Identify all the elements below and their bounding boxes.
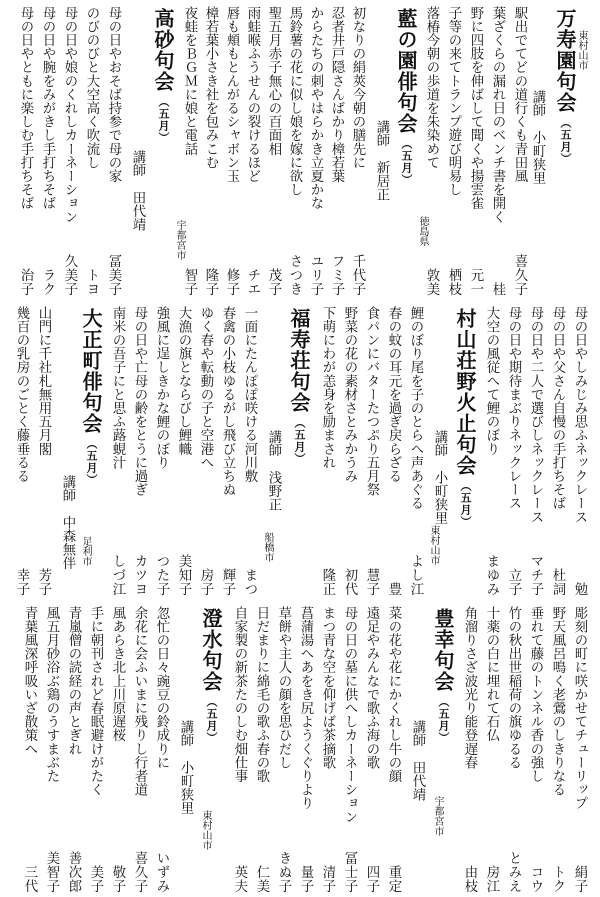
group-title-column: [452, 300, 477, 600]
haiku-column: [18, 600, 40, 897]
poem-text: 草餅や主人の顔を思ひだし: [276, 606, 291, 770]
haiku-column: [106, 300, 128, 600]
poem-text: 雨蛙喉ふうせんの裂けるほど: [245, 6, 260, 183]
poem-author: 美智子: [44, 850, 59, 893]
poem-text: 強風に逞しきかな鯉のぼり: [154, 306, 169, 470]
poem-text: 母の日やしみじみ思ふネックレース: [572, 306, 587, 524]
poem-text: 春の蚊の耳元を過ぎ戻らざる: [386, 306, 401, 483]
group-title-column: [198, 600, 223, 897]
poem-text: 竹の秋出世稲荷の旗ゆるる: [506, 606, 521, 770]
haiku-column: [486, 0, 508, 300]
poem-text: 菖蒲湯へあをき尻ようくぐりより: [298, 606, 313, 810]
group-title: 福寿荘句会（五月）: [287, 308, 311, 465]
poem-author: 修子: [224, 267, 239, 296]
poem-author: きぬ子: [276, 850, 291, 893]
poem-author: 慧子: [364, 567, 379, 596]
poem-text: 十薬の白に埋れて石仏: [484, 606, 499, 742]
poem-author: ラク: [40, 267, 55, 296]
poem-author: ユリ子: [308, 253, 323, 296]
poem-author: 千代子: [350, 253, 365, 296]
lecturer-column: [260, 300, 282, 600]
poem-author: 由枝: [462, 864, 477, 893]
poem-text: 角溜りさざ波光り能登遅春: [462, 606, 477, 770]
lecturer-place: 宇都宮市: [174, 220, 185, 260]
poem-text: 下萌にわが恙身を励まされ: [320, 306, 335, 470]
poem-author: 敬子: [110, 864, 125, 893]
poem-text: 一面にたんぽぽ咲ける河川敷: [242, 306, 257, 483]
poem-text: 馬鈴薯の花に似し娘を嫁に欲し: [287, 6, 302, 197]
poem-text: 落椿今朝の歩道を朱染めて: [424, 6, 439, 170]
poem-author: まつ: [242, 567, 257, 596]
haiku-column: [316, 600, 338, 897]
poem-author: 美子: [88, 864, 103, 893]
haiku-column: [442, 0, 464, 300]
haiku-column: [420, 0, 442, 300]
poem-text: 子等の来てトランプ遊び明易し: [446, 6, 461, 197]
group-title-column: [286, 300, 311, 600]
poem-author: マチ子: [528, 553, 543, 596]
lecturer-label: 講師小町狭里: [178, 720, 193, 815]
haiku-column: [464, 0, 486, 300]
group-title: 高砂句会（五月）: [151, 8, 175, 144]
poem-text: 春禽の小枝ゆるがし飛び立ちぬ: [220, 306, 235, 497]
haiku-column: [382, 300, 404, 600]
poem-author: 房子: [198, 567, 213, 596]
haiku-column: [272, 600, 294, 897]
poem-author: 元一: [468, 267, 483, 296]
haiku-column: [458, 600, 480, 897]
poem-text: 彫刻の町に咲かせてチューリップ: [572, 606, 587, 810]
poem-author: 治子: [18, 267, 33, 296]
haiku-column: [84, 600, 106, 897]
poem-author: 喜久子: [512, 253, 527, 296]
poem-text: まつ青な空を仰げば茶摘歌: [320, 606, 335, 770]
haiku-column: [338, 300, 360, 600]
haiku-column: [228, 600, 250, 897]
haiku-column: [128, 300, 150, 600]
poem-text: 南米の吾子にと思ふ蕗蜆汁: [110, 306, 125, 470]
poem-author: 豊: [386, 581, 401, 596]
lecturer-label: 講師小町狭里: [432, 430, 447, 525]
lecturer-column: [426, 300, 448, 600]
poem-text: 幾百の乳房のごとく藤垂るる: [14, 306, 29, 483]
poem-author: 勉: [572, 581, 587, 596]
group-title-column: [552, 0, 577, 300]
haiku-column: [194, 300, 216, 600]
haiku-column: [546, 300, 568, 600]
haiku-column: [262, 0, 284, 300]
poem-author: さつき: [287, 253, 302, 296]
poem-text: 野菜の花の素材さとみかうみ: [342, 306, 357, 483]
haiku-column: [32, 300, 54, 600]
haiku-column: [216, 300, 238, 600]
poem-author: 英夫: [232, 864, 247, 893]
haiku-column: [546, 600, 568, 897]
poem-text: 風あらき北上川原遅桜: [110, 606, 125, 742]
poem-author: 冨士子: [342, 850, 357, 893]
section-band-1: [0, 0, 600, 300]
poem-author: 仁美: [254, 864, 269, 893]
haiku-column: [382, 600, 404, 897]
poem-text: 日だまりに綿毛の歌ふ春の歌: [254, 606, 269, 783]
group-title: 藍の園俳句会（五月）: [394, 8, 418, 186]
haiku-column: [568, 600, 590, 897]
poem-text: 垂れて藤のトンネル香の強し: [528, 606, 543, 783]
poem-author: 房江: [484, 864, 499, 893]
haiku-column: [40, 600, 62, 897]
haiku-column: [294, 600, 316, 897]
lecturer-label: 講師中森無伴: [60, 475, 75, 570]
poem-author: 喜久子: [132, 850, 147, 893]
haiku-column: [58, 0, 80, 300]
lecturer-place: 東村山市: [428, 525, 439, 565]
poem-author: 輝子: [220, 567, 235, 596]
poem-author: 桂: [490, 281, 505, 296]
lecturer-place: 宇都宮市: [432, 796, 443, 836]
haiku-column: [480, 600, 502, 897]
poem-author: 四子: [364, 864, 379, 893]
haiku-column: [241, 0, 263, 300]
poem-text: 母の日や期待まぶりネックレース: [506, 306, 521, 510]
poem-author: 栖枝: [446, 267, 461, 296]
haiku-column: [102, 0, 124, 300]
poem-author: 立子: [506, 567, 521, 596]
poem-author: つた子: [154, 553, 169, 596]
poem-text: 大漁の旗とならびし鯉幟: [176, 306, 191, 456]
poem-text: 自家製の新茶たのしむ畑仕事: [232, 606, 247, 783]
poem-author: 茂子: [266, 267, 281, 296]
haiku-column: [80, 0, 102, 300]
poem-text: 初なりの絹莢今朝の膳先に: [350, 6, 365, 170]
poem-author: とみえ: [506, 850, 521, 893]
haiku-column: [199, 0, 221, 300]
lecturer-place: 船橋市: [262, 532, 273, 562]
poem-author: 善次郎: [66, 850, 81, 893]
poem-author: チエ: [245, 267, 260, 296]
lecturer-place: 足利市: [80, 536, 91, 566]
haiku-column: [502, 600, 524, 897]
poem-author: 敦美: [424, 267, 439, 296]
poem-author: まゆみ: [484, 553, 499, 596]
haiku-column: [404, 300, 426, 600]
poem-text: 夜蛙をＢＧＭに娘と電話: [182, 6, 197, 156]
haiku-column: [502, 300, 524, 600]
poem-text: 遠足やみんなで歌ふ海の歌: [364, 606, 379, 770]
poem-text: 菜の花や花にかくれし牛の顔: [386, 606, 401, 783]
poem-text: ゆく春や転動の子と空港へ: [198, 306, 213, 470]
poem-author: 隆正: [320, 567, 335, 596]
poem-author: 美知子: [176, 553, 191, 596]
poem-author: 幸子: [14, 567, 29, 596]
poem-text: 青葉風深呼吸いざ散策へ: [22, 606, 37, 756]
poem-text: 母の日や亡母の齢をとうに過ぎ: [132, 306, 147, 497]
poem-author: フミ子: [329, 253, 344, 296]
lecturer-place: 東村山市: [200, 810, 211, 850]
haiku-column: [568, 300, 590, 600]
poem-text: 手に朝刊されど春眠避けがたく: [88, 606, 103, 797]
poem-text: 余花に会ふいまに残りし行者道: [132, 606, 147, 797]
haiku-column: [128, 600, 150, 897]
haiku-column: [36, 0, 58, 300]
poem-author: 冨美子: [106, 253, 121, 296]
poem-author: トヨ: [84, 267, 99, 296]
poem-author: しづ江: [110, 553, 125, 596]
poem-text: 駅出でてどの道行くも青田風: [512, 6, 527, 183]
poem-author: カツヨ: [132, 553, 147, 596]
poem-text: 鯉のぼり尾を子のとらへ声あぐる: [408, 306, 423, 510]
poem-text: のびのびと大空高く吹流し: [84, 6, 99, 170]
poem-text: 唇も頬もとんがるシャボン玉: [224, 6, 239, 183]
group-title-column: [150, 0, 175, 300]
group-title: 豊幸句会（五月）: [431, 608, 455, 744]
haiku-column: [14, 0, 36, 300]
haiku-column: [480, 300, 502, 600]
haiku-column: [346, 0, 368, 300]
poem-text: 葉ざくらの漏れ日のベンチ書を開く: [490, 6, 505, 224]
haiku-column: [360, 600, 382, 897]
haiku-column: [150, 600, 172, 897]
poem-author: 芳子: [36, 567, 51, 596]
poem-text: 母の日の墓に供へしカーネーション: [342, 606, 357, 824]
poem-text: からたちの刺やはらかき立夏かな: [308, 6, 323, 210]
group-title: 澄水句会（五月）: [199, 608, 223, 744]
poem-text: 母の日や娘のくれしカーネーション: [62, 6, 77, 224]
poem-author: 絹子: [572, 864, 587, 893]
lecturer-label: 講師小町狭里: [530, 90, 545, 185]
poem-text: 忽忙の日々豌豆の鈴成りに: [154, 606, 169, 770]
haiku-column: [172, 300, 194, 600]
poem-author: トク: [550, 864, 565, 893]
lecturer-label: 講師田代靖: [410, 720, 425, 802]
haiku-column: [10, 300, 32, 600]
poem-text: 母の日や腕をみがきし手打ちそば: [40, 6, 55, 210]
lecturer-label: 講師浅野正: [266, 430, 281, 512]
haiku-column: [283, 0, 305, 300]
poem-author: 初代: [342, 567, 357, 596]
poem-author: 量子: [298, 864, 313, 893]
poem-text: 青嵐僧の読経の声とぎれ: [66, 606, 81, 756]
poem-author: よし江: [408, 553, 423, 596]
haiku-column: [62, 600, 84, 897]
poem-text: 山門に千社札無用五月閣: [36, 306, 51, 456]
poem-author: 杜詞: [550, 567, 565, 596]
lecturer-label: 講師新居正: [374, 120, 389, 202]
group-title-column: [393, 0, 418, 300]
poem-text: 大空の風従へて鯉のぼり: [484, 306, 499, 456]
poem-text: 母の日やともに楽しむ手打ちそば: [18, 6, 33, 210]
group-title: 村山荘野火止句会（五月）: [453, 308, 477, 528]
haiku-column: [325, 0, 347, 300]
poem-author: 久美子: [62, 253, 77, 296]
haiku-column: [250, 600, 272, 897]
poem-text: 食パンにバターたつぷり五月祭: [364, 306, 379, 497]
poem-author: コウ: [528, 864, 543, 893]
haiku-column: [150, 300, 172, 600]
lecturer-place: 東村山市: [576, 30, 587, 70]
haiku-column: [524, 300, 546, 600]
group-title-column: [430, 600, 455, 897]
group-title: 大正町俳句会（五月）: [79, 308, 103, 486]
poem-author: 清子: [320, 864, 335, 893]
poem-text: 忍者井戸隠さんばかり樟若葉: [329, 6, 344, 183]
poem-text: 母の日や父さん自慢の手打ちそば: [550, 306, 565, 510]
poem-text: 野に四肢を伸ばして聞くや揚雲雀: [468, 6, 483, 210]
poem-text: 母の日やおそば持参で母の家: [106, 6, 121, 183]
poem-author: 隆子: [203, 267, 218, 296]
poem-text: 風五月砂浴ぶ鶏のうすまぶた: [44, 606, 59, 783]
haiku-column: [524, 600, 546, 897]
poem-text: 野天風呂鳴く老鶯のしきりなる: [550, 606, 565, 797]
poem-text: 母の日や二人で選びしネックレース: [528, 306, 543, 524]
poem-author: 重定: [386, 864, 401, 893]
section-band-2: [0, 300, 600, 600]
poem-text: 樟若葉小さき社を包みこむ: [203, 6, 218, 170]
poem-author: いずみ: [154, 850, 169, 893]
haiku-column: [316, 300, 338, 600]
poem-text: 聖五月赤子無心の百面相: [266, 6, 281, 156]
haiku-column: [106, 600, 128, 897]
haiku-column: [360, 300, 382, 600]
haiku-column: [220, 0, 242, 300]
poem-author: 智子: [182, 267, 197, 296]
section-band-3: [0, 600, 600, 897]
haiku-column: [338, 600, 360, 897]
haiku-column: [238, 300, 260, 600]
haiku-column: [304, 0, 326, 300]
poem-author: 三代: [22, 864, 37, 893]
lecturer-place: 徳島県: [417, 216, 428, 246]
haiku-column: [508, 0, 530, 300]
group-title: 万寿園句会（五月）: [553, 8, 577, 165]
lecturer-label: 講師田代靖: [130, 150, 145, 232]
